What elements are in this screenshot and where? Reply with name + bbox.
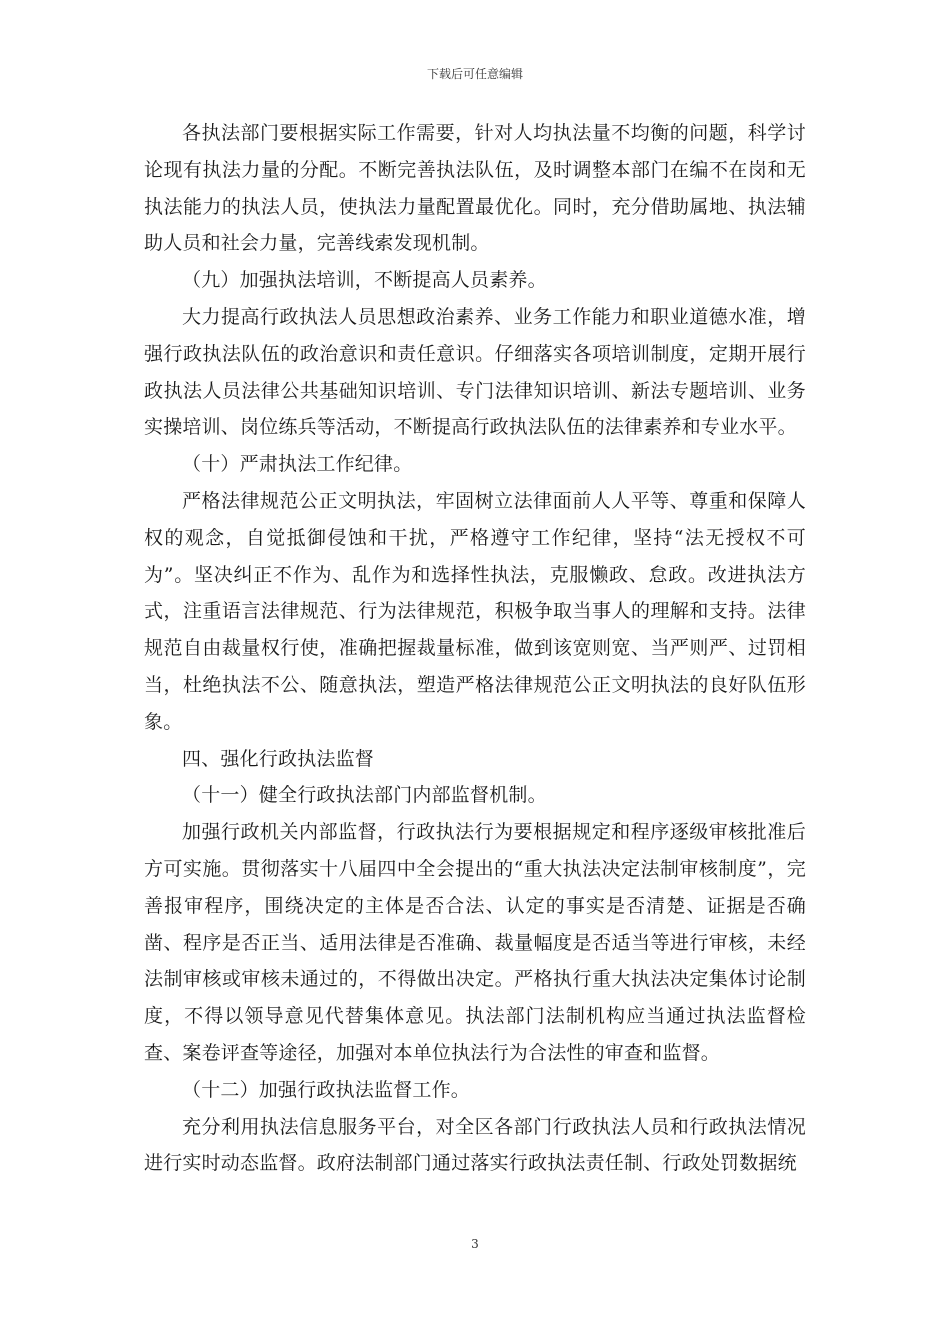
section-heading: （十一）健全行政执法部门内部监督机制。 [182,784,547,807]
paragraph: 大力提高行政执法人员思想政治素养、业务工作能力和职业道德水准，增强行政执法队伍的政治意识和责任意识。仔细落实各项培训制度，定期开展行政执法人员法律公共基础知识培训、专门法律知识培训、新法专题培训、业务实操培训、岗位练兵等活动，不断提高行政执法队伍的法律素养和专业水平。 [144,305,806,439]
paragraph: 充分利用执法信息服务平台，对全区各部门行政执法人员和行政执法情况进行实时动态监督。政府法制部门通过落实行政执法责任制、行政处罚数据统 [144,1115,806,1175]
paragraph: 严格法律规范公正文明执法，牢固树立法律面前人人平等、尊重和保障人权的观念，自觉抵御侵蚀和干扰，严格遵守工作纪律，坚持“法无授权不可为”。坚决纠正不作为、乱作为和选择性执法，克服懒政、怠政。改进执法方式，注重语言法律规范、行为法律规范，积极争取当事人的理解和支持。法律规范自由裁量权行使，准确把握裁量标准，做到该宽则宽、当严则严、过罚相当，杜绝执法不公、随意执法，塑造严格法律规范公正文明执法的良好队伍形象。 [144,489,806,733]
section-heading: （十）严肃执法工作纪律。 [182,453,413,476]
page-number: 3 [471,1237,479,1251]
chapter-heading: 四、强化行政执法监督 [182,747,375,770]
paragraph: 加强行政机关内部监督，行政执法行为要根据规定和程序逐级审核批准后方可实施。贯彻落实十八届四中全会提出的“重大执法决定法制审核制度”，完善报审程序，围绕决定的主体是否合法、认定的事实是否清楚、证据是否确凿、程序是否正当、适用法律是否准确、裁量幅度是否适当等进行审核，未经法制审核或审核未通过的，不得做出决定。严格执行重大执法决定集体讨论制度，不得以领导意见代替集体意见。执法部门法制机构应当通过执法监督检查、案卷评查等途径，加强对本单位执法行为合法性的审查和监督。 [144,821,806,1064]
section-heading: （九）加强执法培训，不断提高人员素养。 [182,269,547,292]
section-heading: （十二）加强行政执法监督工作。 [182,1078,471,1101]
page-header: 下载后可任意编辑 [426,67,523,81]
paragraph: 各执法部门要根据实际工作需要，针对人均执法量不均衡的问题，科学讨论现有执法力量的分配。不断完善执法队伍，及时调整本部门在编不在岗和无执法能力的执法人员，使执法力量配置最优化。同时，充分借助属地、执法辅助人员和社会力量，完善线索发现机制。 [144,122,806,255]
document-body [144,115,806,1182]
